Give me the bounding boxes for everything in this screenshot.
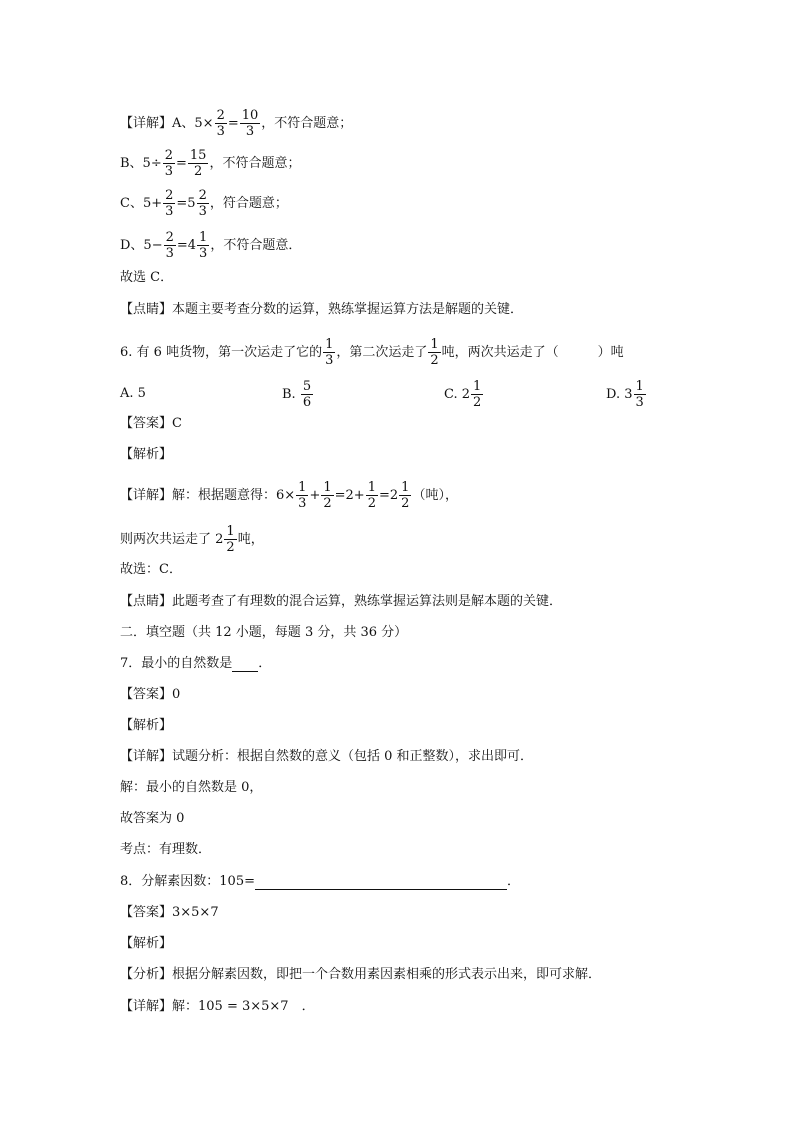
solution-line-a: 【详解】A、5× $\frac{2}{3}$ = $\frac{10}{3}$ ，不符合题意；: [120, 108, 353, 139]
fraction: $\frac{15}{2}$: [189, 148, 207, 179]
q8-analysis: 【分析】根据分解素因数，即把一个合数用素因素相乘的形式表示出来，即可求解．: [120, 967, 602, 982]
q8-answer: 【答案】3×5×7: [120, 905, 219, 920]
option-a[interactable]: A. 5: [120, 386, 146, 401]
q6-comment: 【点睛】此题考查了有理数的混合运算，熟练掌握运算法则是解本题的关键．: [120, 594, 563, 609]
answer-blank[interactable]: [232, 657, 258, 672]
q7-analysis-heading: 【解析】: [120, 718, 173, 733]
q8-detail: 【详解】解：105 = 3×5×7 ．: [120, 999, 315, 1014]
fraction: $\frac{1}{3}$: [199, 230, 208, 261]
question-8: 8．分解素因数：105= ．: [120, 874, 520, 889]
fraction: $\frac{1}{3}$: [635, 379, 644, 410]
q6-detail: 【详解】解：根据题意得：6× $\frac{1}{3}$ + $\frac{1}{2}$ =2+ $\frac{1}{2}$ =2 $\frac{1}{2}$ （吨），: [120, 480, 458, 511]
fraction: $\frac{2}{3}$: [165, 230, 174, 261]
fraction: $\frac{10}{3}$: [241, 108, 259, 139]
q8-analysis-heading: 【解析】: [120, 936, 173, 951]
question-7: 7．最小的自然数是 ．: [120, 656, 272, 671]
fraction: $\frac{2}{3}$: [165, 188, 174, 219]
fraction: $\frac{5}{6}$: [302, 379, 312, 410]
q6-then: 则两次共运走了 2 $\frac{1}{2}$ 吨，: [120, 524, 264, 555]
section-heading: 二．填空题（共 12 小题，每题 3 分，共 36 分）: [120, 625, 408, 640]
fraction: $\frac{2}{3}$: [216, 108, 225, 139]
q7-answer: 【答案】0: [120, 687, 181, 702]
q7-topic: 考点：有理数．: [120, 842, 212, 857]
q7-final: 故答案为 0: [120, 811, 185, 826]
fraction: $\frac{1}{2}$: [323, 480, 332, 511]
question-6-options: [120, 379, 680, 409]
fraction: $\frac{1}{2}$: [226, 524, 235, 555]
q6-selection: 故选：C．: [120, 562, 182, 577]
fraction: $\frac{2}{3}$: [164, 148, 173, 179]
q7-solution: 解：最小的自然数是 0，: [120, 780, 263, 795]
fraction: $\frac{1}{3}$: [325, 337, 334, 368]
fraction: $\frac{1}{2}$: [367, 480, 376, 511]
fraction: $\frac{1}{2}$: [430, 337, 439, 368]
fraction: $\frac{2}{3}$: [198, 188, 207, 219]
option-c[interactable]: C. 2 $\frac{1}{2}$: [444, 379, 482, 410]
option-b[interactable]: B. $\frac{5}{6}$: [282, 379, 312, 410]
q6-analysis-heading: 【解析】: [120, 447, 173, 462]
fraction: $\frac{1}{2}$: [473, 379, 482, 410]
question-6: 6. 有 6 吨货物，第一次运走了它的 $\frac{1}{3}$ ，第二次运走了 $\frac{1}{2}$ 吨，两次共运走了（ ）吨: [120, 337, 624, 368]
solution-line-c: C、5+ $\frac{2}{3}$ =5 $\frac{2}{3}$ ，符合题意；: [120, 188, 288, 219]
solution-line-d: D、5− $\frac{2}{3}$ =4 $\frac{1}{3}$ ，不符合题意．: [120, 230, 302, 261]
selection-line: 故选 C．: [120, 270, 174, 285]
option-d[interactable]: D. 3 $\frac{1}{3}$: [606, 379, 644, 410]
comment-line: 【点睛】本题主要考查分数的运算，熟练掌握运算方法是解题的关键．: [120, 302, 524, 317]
solution-line-b: B、5÷ $\frac{2}{3}$ = $\frac{15}{2}$ ，不符合题意；: [120, 148, 301, 179]
fraction: $\frac{1}{3}$: [298, 480, 307, 511]
q6-answer: 【答案】C: [120, 416, 182, 431]
answer-blank[interactable]: [255, 875, 507, 890]
fraction: $\frac{1}{2}$: [401, 480, 410, 511]
q7-detail: 【详解】试题分析：根据自然数的意义（包括 0 和正整数），求出即可．: [120, 749, 534, 764]
